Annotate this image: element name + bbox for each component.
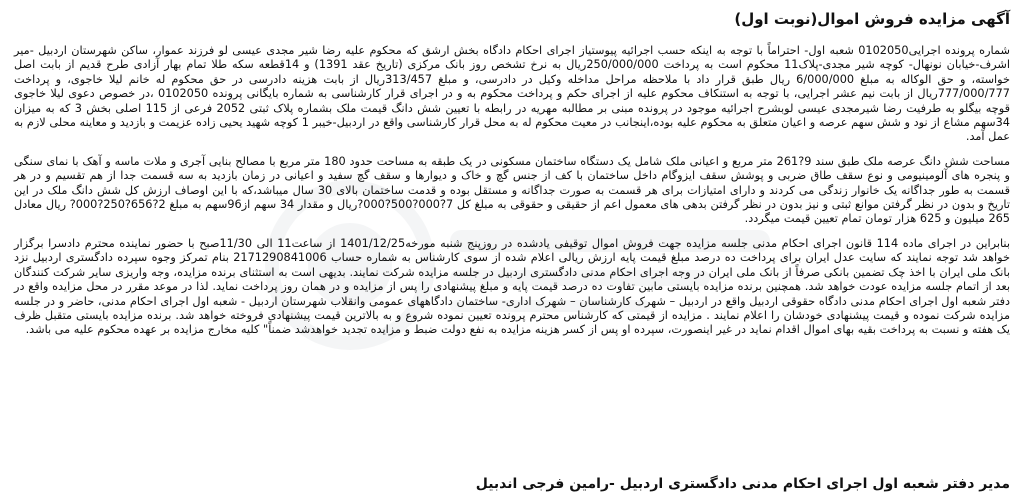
notice-paragraph-3: بنابراین در اجرای ماده 114 قانون اجرای احکام مدنی جلسه مزایده جهت فروش اموال توقیفی یادشده در روزپنج شنبه مورخه1401/12/25 از ساعت11 الی 11/30صبح با حضور نماینده محترم دادسرا برگزار خواهد شد توجه نمایند که سایت عدل ایران برای پرداخت ده درصد مبلغ قیمت پایه ارزش ریالی اعلام شده از سوی کارشناس به شماره حساب 2171290841006 بنام تمرکز وجوه سپرده دادگستری اردبیل نزد بانک ملی ایران با اخذ چک تضمین بانکی صرفاً از بانک ملی ایران در وجه اجرای احکام مدنی دادگستری اردبیل در جلسه مزایده شرکت نمایند. بدیهی است به استثنای برنده مزایده، وجه واریزی سایر شرکت کنندگان بعد از اتمام جلسه مزایده عودت خواهد شد. همچنین برنده مزایده بایستی مابین تفاوت ده درصد قیمت پایه و مبلغ پیشنهادی را پس از مزایده و در همان روز پرداخت نماید. لذا در موعد مقرر در محل مزایده واقع در دفتر شعبه اول اجرای احکام مدنی دادگاه حقوقی اردبیل واقع در اردبیل – شهرک کارشناسان – شهرک اداری- ساختمان دادگاههای عمومی وانقلاب شهرستان اردبیل - شعبه اول اجرای احکام مدنی، حاضر و در جلسه مزایده شرکت نموده و قیمت پیشنهادی خودشان را اعلام نمایند . مزایده از قیمتی که کارشناس محترم پرونده تعیین نموده شروع و به بالاترین قیمت پیشنهادی فروخته خواهد شد. برنده مزایده بایستی متقبل ظرف یک هفته و نسبت به پرداخت بقیه بهای اموال اقدام نماید در غیر اینصورت، سپرده او پس از کسر هزینه مزایده به نفع دولت ضبط و مزایده تجدید خواهدشد ضمناً" کلیه مخارج مزایده بر عهده محکوم علیه می باشد. (14, 236, 1010, 337)
notice-body (14, 44, 1010, 348)
notice-title: آگهی مزایده فروش اموال(نوبت اول) (734, 10, 1010, 28)
notice-paragraph-2: مساحت شش دانگ عرصه ملک طبق سند 9?261 متر مربع و اعیانی ملک شامل یک دستگاه ساختمان مسکونی در یک طبقه به مساحت حدود 180 متر مربع با مصالح بنایی آجری و ملات ماسه و آهک با نمای سنگی و پنجره های آلومینیومی و نوع سقف طاق ضربی و پوشش سقف ایزوگام داخل ساختمان با کف از جنس گچ و خاک و دیوارها و سقف گچ سفید و اعیانی در زمان بازدید به سه قسمت جدا از هم تقسیم و در هر قسمت به طور جداگانه یک خانوار زندگی می کردند و دارای امتیازات برای هر قسمت به صورت جداگانه و مستقل بوده و قدمت ساختمان بالای 30 سال میباشد،که با این اوصاف ارزش کل شش دانگ ملک در این تاریخ و بدون در نظر گرفتن موانع ثبتی و نیز بدون در نظر گرفتن بدهی های معمول اعم از حقیقی و حقوقی به مبلغ کل 7?000?500?000?ریال و مقدار 34 سهم از96سهم به مبلغ 2?656?250?000? ریال معادل 265 میلیون و 625 هزار تومان تمام تعیین قیمت میگردد. (14, 154, 1011, 226)
notice-paragraph-1: شماره پرونده اجرایی0102050 شعبه اول- احتراماً با توجه به اینکه حسب اجرائیه پیوستیاز اجرای احکام دادگاه بخش ارشق که محکوم علیه رضا شیر مجدی عیسی لو فرزند عموار، ساکن شهرستان اردبیل -میر اشرف-خیابان نونهال- کوچه شیر مجدی-پلاک11 محکوم است به پرداخت 250/000/000ریال به نرخ تشخص روز بانک مرکزی (تاریخ عقد 1391) و 14قطعه سکه طلا تمام بهار آزادی طرح قدیم از بابت اصل خواسته، و حق الوکاله به مبلغ 6/000/000 ریال طبق قرار داد با ملاحظه مراحل مداخله وکیل در دادرسی، و مبلغ 313/457ریال از بابت هزینه دادرسی در حق محکوم له خانم لیلا خاجوی، و پرداخت 777/000/777ریال از بابت نیم عشر اجرایی، با توجه به استنکاف محکوم علیه از اجرای حکم و پرداخت محکوم به و در اجرای قرار کارشناسی به شماره بایگانی پرونده 0102050 ،در خصوص دعوی لیلا خاجوی قوچه بیگلو به طرفیت رضا شیرمجدی عیسی لوبشرح اجرائیه موجود در پرونده مبنی بر مطالبه مهریه در رابطه با تعیین شش دانگ قیمت ملک بشماره پلاک ثبتی 2052 فرعی از 115 اصلی بخش 3 که به میزان 34سهم مشاع از نود و شش سهم عرصه و اعیان متعلق به محکوم علیه بوده،اینجانب در معیت محکوم له به محل قرار کارشناسی واقع در اردبیل-خیبر 1 کوچه شهید یحیی زاده عزیمت و بازدید و معاینه محلی لازم به عمل آمد. (14, 44, 1011, 144)
notice-signature: مدیر دفتر شعبه اول اجرای احکام مدنی دادگستری اردبیل -رامین فرجی اندبیل (475, 476, 1010, 492)
